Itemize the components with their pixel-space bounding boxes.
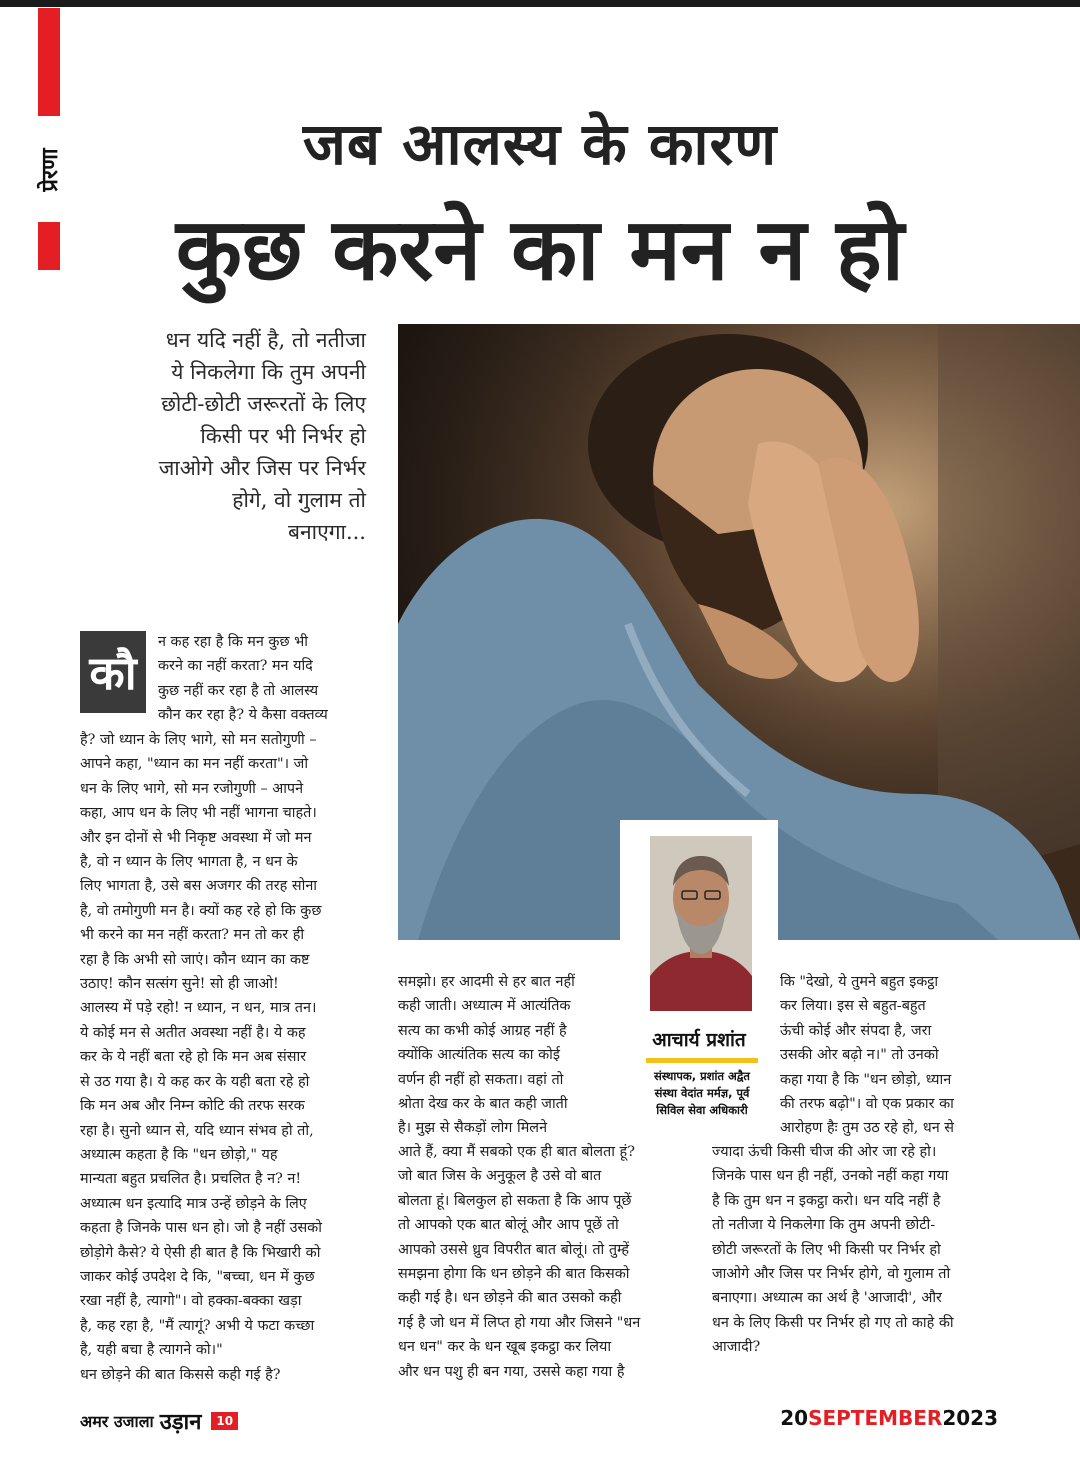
body-line: से उठ गया है। ये कह कर के यही बता रहे हो: [80, 1073, 310, 1090]
drop-cap: कौ: [80, 631, 146, 713]
body-line: वर्णन ही नहीं हो सकता। वहां तो: [398, 1071, 564, 1088]
author-desc-line: संस्था वेदांत मर्मज्ञ, पूर्व: [654, 1086, 750, 1100]
column2: [398, 1140, 688, 1384]
body-line: लिए भागता है, उसे बस अजगर की तरह सोना: [80, 878, 318, 895]
body-line: है, यही बचा है त्यागने को।": [80, 1342, 223, 1359]
body-line: अध्यात्म कहता है कि "धन छोड़ो," यह: [80, 1146, 278, 1163]
column3-top: [780, 970, 1002, 1141]
body-line: कहता है जिनके पास धन हो। जो है नहीं उसको: [80, 1220, 322, 1237]
body-line: आरोहण हैः तुम उठ रहे हो, धन से: [780, 1120, 955, 1137]
body-line: कि मन अब और निम्न कोटि की तरफ सरक: [80, 1098, 305, 1115]
date-day: 20: [780, 1406, 809, 1430]
body-line: उठाए! कौन सत्संग सुने! सो ही जाओ!: [80, 976, 279, 993]
body-line: तो आपको एक बात बोलूं और आप पूछें तो: [398, 1217, 619, 1234]
body-line: रहा है। सुनो ध्यान से, यदि ध्यान संभव हो तो,: [80, 1122, 314, 1139]
body-line: आलस्य में पड़े रहो! न ध्यान, न धन, मात्र तन।: [80, 1000, 317, 1017]
body-line: सत्य का कभी कोई आग्रह नहीं है: [398, 1022, 567, 1039]
body-line: मान्यता बहुत प्रचलित है। प्रचलित है न? न!: [80, 1171, 302, 1188]
body-line: है, कह रहा है, "मैं त्यागूं? अभी ये फटा कच्छा: [80, 1317, 315, 1334]
body-line: धन धन" कर के धन खूब इकट्ठा कर लिया: [398, 1339, 612, 1356]
body-line: है, वो न ध्यान के लिए भागता है, न धन के: [80, 854, 298, 871]
body-line: क्योंकि आत्यंतिक सत्य का कोई: [398, 1047, 560, 1064]
publication-name: अमर उजाला: [80, 1412, 154, 1431]
body-line: आजादी?: [712, 1339, 761, 1356]
body-line: धन छोड़ने की बात किससे कही गई है?: [80, 1366, 281, 1383]
author-name: आचार्य प्रशांत: [652, 1029, 746, 1051]
issue-date: [780, 1406, 998, 1430]
body-line: जिनके पास धन ही नहीं, उनको नहीं कहा गया: [712, 1168, 949, 1185]
date-year: 2023: [942, 1406, 998, 1430]
author-box: [620, 820, 778, 1125]
body-line: है, वो तमोगुणी मन है। क्यों कह रहे हो कि कुछ: [80, 902, 322, 919]
page-number: 10: [211, 1412, 238, 1430]
column2-top: [398, 970, 616, 1141]
body-line: गई है जो धन में लिप्त हो गया और जिसने "धन: [398, 1314, 641, 1331]
pull-quote: [96, 324, 366, 548]
column3: [712, 1140, 1002, 1360]
author-photo: [650, 836, 752, 1011]
author-desc-line: सिविल सेवा अधिकारी: [656, 1103, 748, 1117]
body-line: जाकर कोई उपदेश दे कि, "बच्चा, धन में कुछ: [80, 1268, 315, 1285]
body-line: कर के ये नहीं बता रहे हो कि मन अब संसार: [80, 1049, 307, 1066]
body-line: जाओगे और जिस पर निर्भर होगे, वो गुलाम तो: [712, 1266, 951, 1283]
body-line: और इन दोनों से भी निकृष्ट अवस्था में जो मन: [80, 829, 312, 846]
body-line: करने का नहीं करता? मन यदि: [158, 658, 313, 675]
body-line: कि "देखो, ये तुमने बहुत इकट्ठा: [780, 974, 939, 990]
body-line: ये कोई मन से अतीत अवस्था नहीं है। ये कह: [80, 1024, 306, 1041]
body-line: कही गई है। धन छोड़ने की बात उसको कही: [398, 1290, 622, 1307]
section-marker-top: [38, 8, 60, 116]
body-line: है कि तुम धन न इकट्ठा करो। धन यदि नहीं है: [712, 1192, 941, 1209]
body-line: की तरफ बढ़ो"। वो एक प्रकार का: [780, 1096, 954, 1113]
body-line: है। मुझ से सैकड़ों लोग मिलने: [398, 1120, 548, 1137]
body-line: श्रोता देख कर के बात कही जाती: [398, 1096, 568, 1113]
pull-quote-line: छोटी-छोटी जरूरतों के लिए: [161, 392, 366, 416]
section-label: प्रेरणा: [38, 148, 63, 192]
body-line: तो नतीजा ये निकलेगा कि तुम अपनी छोटी-: [712, 1217, 936, 1234]
body-line: छोटी जरूरतों के लिए भी किसी पर निर्भर हो: [712, 1241, 941, 1258]
body-line: भी करने का मन नहीं करता? मन तो कर ही: [80, 927, 305, 944]
body-line: है? जो ध्यान के लिए भागे, सो मन सतोगुणी –: [80, 732, 317, 748]
body-line: और धन पशु ही बन गया, उससे कहा गया है: [398, 1363, 625, 1380]
pull-quote-line: किसी पर भी निर्भर हो: [200, 424, 366, 448]
body-line: रखा नहीं है, त्यागो"। वो हक्का-बक्का खड़ा: [80, 1293, 302, 1310]
body-line: अध्यात्म धन इत्यादि मात्र उन्हें छोड़ने के लिए: [80, 1195, 307, 1212]
supplement-name: उड़ान: [159, 1410, 202, 1435]
body-line: ज्यादा ऊंची किसी चीज की ओर जा रहे हो।: [712, 1144, 937, 1160]
headline-line1: जब आलस्य के कारण: [302, 110, 778, 178]
body-line: आपने कहा, "ध्यान का मन नहीं करता"। जो: [80, 756, 309, 773]
body-line: धन के लिए भागे, सो मन रजोगुणी – आपने: [80, 780, 304, 797]
column1-top: [158, 630, 366, 728]
column1: [80, 728, 368, 1387]
body-line: कुछ नहीं कर रहा है तो आलस्य: [158, 682, 319, 699]
body-line: न कह रहा है कि मन कुछ भी: [158, 634, 308, 650]
body-line: समझना होगा कि धन छोड़ने की बात किसको: [398, 1266, 630, 1283]
body-line: छोड़ोगे कैसे? ये ऐसी ही बात है कि भिखारी को: [80, 1244, 321, 1261]
author-name-underline: [646, 1058, 758, 1063]
pull-quote-line: बनाएगा...: [288, 520, 366, 544]
body-line: रहा है कि अभी सो जाएं। कौन ध्यान का कष्ट: [80, 951, 310, 968]
body-line: कौन कर रहा है? ये कैसा वक्तव्य: [158, 707, 328, 724]
body-line: ऊंची कोई और संपदा है, जरा: [780, 1022, 932, 1039]
pull-quote-line: होगे, वो गुलाम तो: [232, 488, 366, 512]
body-line: धन के लिए किसी पर निर्भर हो गए तो काहे की: [712, 1314, 954, 1331]
pull-quote-line: ये निकलेगा कि तुम अपनी: [171, 360, 366, 384]
body-line: आपको उससे ध्रुव विपरीत बात बोलूं। तो तुम्हें: [398, 1241, 630, 1258]
body-line: बनाएगा। अध्यात्म का अर्थ है 'आजादी', और: [712, 1290, 942, 1307]
body-line: कही जाती। अध्यात्म में आत्यंतिक: [398, 998, 571, 1015]
pull-quote-line: धन यदि नहीं है, तो नतीजा: [165, 328, 366, 352]
author-desc-line: संस्थापक, प्रशांत अद्वैत: [654, 1069, 750, 1083]
body-line: कहा गया है कि "धन छोड़ो, ध्यान: [780, 1071, 952, 1088]
date-month: SEPTEMBER: [808, 1406, 943, 1430]
headline-line2: कुछ करने का मन न हो: [175, 200, 905, 300]
body-line: जो बात जिस के अनुकूल है उसे वो बात: [398, 1168, 602, 1185]
footer-publication: [80, 1406, 238, 1436]
author-portrait-icon: [650, 836, 752, 1011]
body-line: समझो। हर आदमी से हर बात नहीं: [398, 974, 575, 990]
top-border: [0, 0, 1080, 7]
body-line: बोलता हूं। बिलकुल हो सकता है कि आप पूछें: [398, 1192, 632, 1209]
body-line: उसकी ओर बढ़ो न।" तो उनको: [780, 1047, 939, 1064]
body-line: कर लिया। इस से बहुत-बहुत: [780, 998, 926, 1015]
author-description: [632, 1068, 772, 1119]
pull-quote-line: जाओगे और जिस पर निर्भर: [158, 456, 366, 480]
body-line: कहा, आप धन के लिए भी नहीं भागना चाहते।: [80, 805, 317, 822]
body-line: आते हैं, क्या मैं सबको एक ही बात बोलता हूं?: [398, 1144, 635, 1160]
